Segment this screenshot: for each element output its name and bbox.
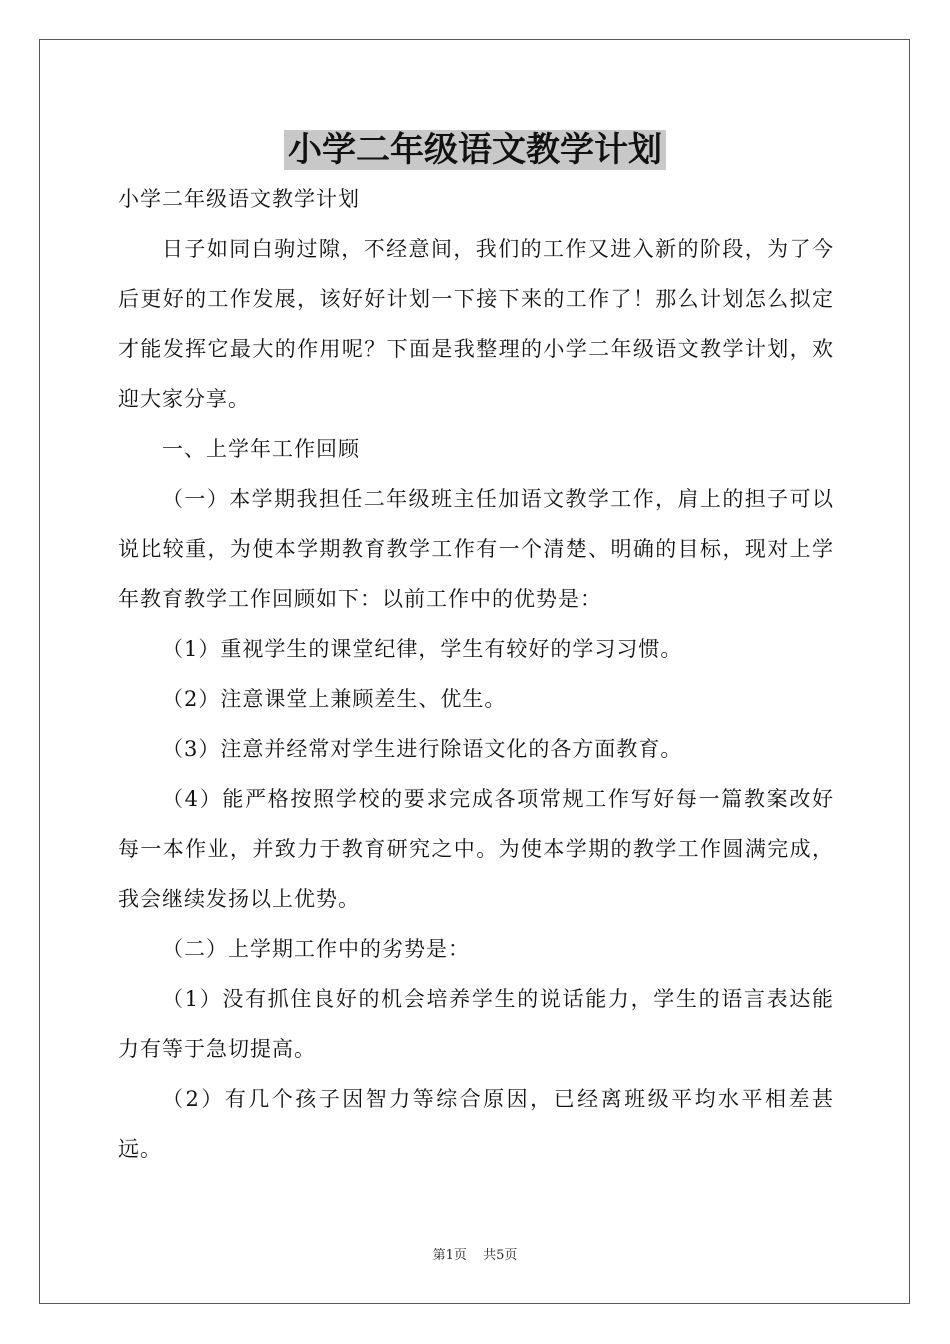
page-number: 第1页: [432, 1248, 467, 1263]
list-item: （1）没有抓住良好的机会培养学生的说话能力，学生的语言表达能力有等于急切提高。: [118, 987, 834, 1061]
list-item: （4）能严格按照学校的要求完成各项常规工作写好每一篇教案改好每一本作业，并致力于教育研究之中。为使本学期的教学工作圆满完成，我会继续发扬以上优势。: [118, 787, 834, 911]
document-title-text: 小学二年级语文教学计划: [284, 130, 666, 170]
subsection-heading: （二）上学期工作中的劣势是：: [162, 937, 470, 961]
list-item: （2）注意课堂上兼顾差生、优生。: [162, 687, 507, 711]
list-item: （2）有几个孩子因智力等综合原因，已经离班级平均水平相差甚远。: [118, 1087, 834, 1161]
page-footer: [0, 1246, 950, 1266]
list-item: （1）重视学生的课堂纪律，学生有较好的学习习惯。: [162, 637, 683, 661]
paragraph-subtitle: 小学二年级语文教学计划: [118, 187, 360, 211]
document-body: [118, 174, 834, 1174]
document-title: [0, 124, 950, 176]
section-heading: 一、上学年工作回顾: [162, 437, 360, 461]
page-total: 共5页: [483, 1248, 518, 1263]
paragraph: （一）本学期我担任二年级班主任加语文教学工作，肩上的担子可以说比较重，为使本学期教育教学工作有一个清楚、明确的目标，现对上学年教育教学工作回顾如下：以前工作中的优势是：: [118, 487, 834, 611]
paragraph: 日子如同白驹过隙，不经意间，我们的工作又进入新的阶段，为了今后更好的工作发展，该好好计划一下接下来的工作了！那么计划怎么拟定才能发挥它最大的作用呢？下面是我整理的小学二年级语文教学计划，欢迎大家分享。: [118, 237, 834, 411]
list-item: （3）注意并经常对学生进行除语文化的各方面教育。: [162, 737, 683, 761]
